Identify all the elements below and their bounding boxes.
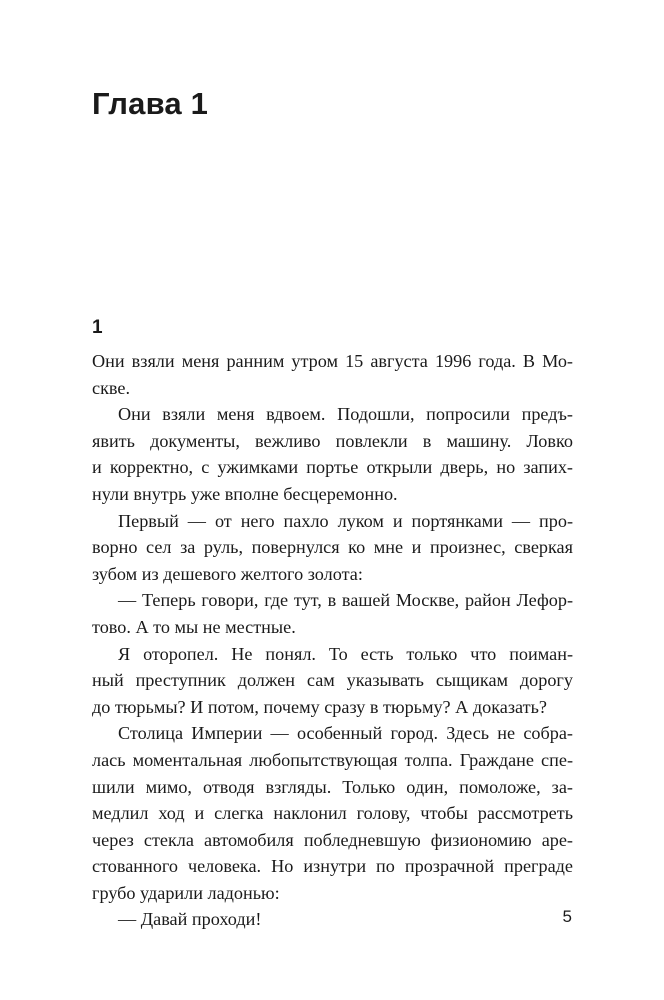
text-line: скве. [92,377,131,398]
text-line: тово. А то мы не местные. [92,616,296,637]
text-line: грубо ударили ладонью: [92,882,280,903]
text-line: стованного человека. Но изнутри по прозрачной преграде [92,856,573,877]
text-line: Они взяли меня вдвоем. Подошли, попросили предъ- [118,404,573,425]
text-line: медлил ход и слегка наклонил голову, чтобы рассмотреть [92,803,573,824]
text-line: Я оторопел. Не понял. То есть только что поиман- [118,643,573,664]
text-line: Первый — от него пахло луком и портянками — про- [118,510,573,531]
text-line: шили мимо, отводя взгляды. Только один, помоложе, за- [92,776,573,797]
text-line: лась моментальная любопытствующая толпа. Граждане спе- [92,749,573,770]
text-line: и корректно, с ужимками портье открыли дверь, но запих- [92,457,573,478]
text-line: зубом из дешевого желтого золота: [92,563,363,584]
text-line: через стекла автомобиля побледневшую физиономию аре- [92,829,573,850]
page-number: 5 [562,907,572,926]
text-line: — Давай проходи! [118,909,262,930]
text-line: явить документы, вежливо повлекли в машину. Ловко [92,430,573,451]
chapter-title: Глава 1 [92,86,209,121]
section-number: 1 [92,317,103,338]
text-line: Столица Империи — особенный город. Здесь не собра- [118,723,573,744]
text-line: нули внутрь уже вполне бесцеремонно. [92,483,398,504]
body-text [92,348,573,933]
text-line: ный преступник должен сам указывать сыщикам дорогу [92,670,573,691]
text-line: до тюрьмы? И потом, почему сразу в тюрьму? А доказать? [92,696,547,717]
text-line: ворно сел за руль, повернулся ко мне и произнес, сверкая [92,537,573,558]
text-line: — Теперь говори, где тут, в вашей Москве, район Лефор- [118,590,573,611]
text-line: Они взяли меня ранним утром 15 августа 1996 года. В Мо- [92,351,573,371]
